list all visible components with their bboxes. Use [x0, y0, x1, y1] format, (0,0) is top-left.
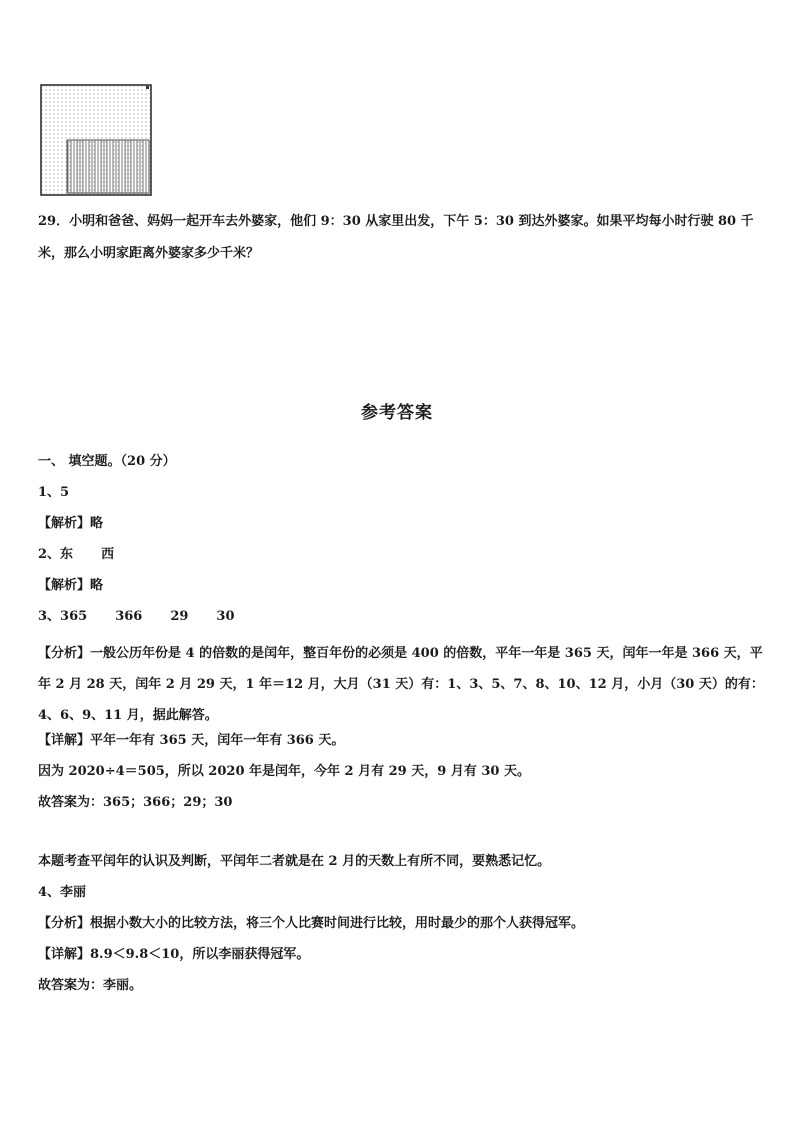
answer-1-analysis: 【解析】略	[38, 516, 104, 531]
answer-2-analysis: 【解析】略	[38, 578, 104, 593]
answer-key-title: 参考答案	[361, 403, 433, 423]
answer-3-reason: 因为 2020÷4＝505，所以 2020 年是闰年，今年 2 月有 29 天，9 月有 30 天。	[38, 764, 530, 779]
answer-3-detail: 【详解】平年一年有 365 天，闰年一年有 366 天。	[38, 733, 345, 748]
answer-4: 4、李丽	[38, 885, 87, 900]
dotted-square-figure	[40, 84, 152, 196]
answer-3: 3、365 366 29 30	[38, 609, 235, 624]
answer-3-final: 故答案为：365；366；29；30	[38, 795, 233, 810]
answer-1: 1、5	[38, 485, 70, 500]
answer-list	[38, 452, 764, 1007]
section-heading: 一、 填空题。（20 分）	[38, 454, 176, 469]
answer-4-detail: 【详解】8.9＜9.8＜10，所以李丽获得冠军。	[38, 947, 310, 962]
answer-4-final: 故答案为：李丽。	[38, 978, 143, 993]
question-29: 29．小明和爸爸、妈妈一起开车去外婆家，他们 9：30 从家里出发，下午 5：30 到达外婆家。如果平均每小时行驶 80 千米，那么小明家距离外婆家多少千米？	[38, 214, 754, 261]
answer-3-note: 本题考查平闰年的认识及判断，平闰年二者就是在 2 月的天数上有所不同，要熟悉记忆。	[38, 854, 551, 869]
square-diagram	[40, 84, 152, 196]
shaded-region	[67, 140, 149, 193]
answer-2: 2、东 西	[38, 547, 115, 562]
answer-3-analysis: 【分析】一般公历年份是 4 的倍数的是闰年，整百年份的必须是 400 的倍数，平年一年是 365 天，闰年一年是 366 天，平年 2 月 28 天，闰年 2 月 29 天，1 年＝12 月，大月（31 天）有：1、3、5、7、8、10、12 月，小月（30 天）的有：4、6、9、11 月，据此解答。	[38, 646, 764, 723]
answer-4-analysis: 【分析】根据小数大小的比较方法，将三个人比赛时间进行比较，用时最少的那个人获得冠军。	[38, 916, 585, 931]
